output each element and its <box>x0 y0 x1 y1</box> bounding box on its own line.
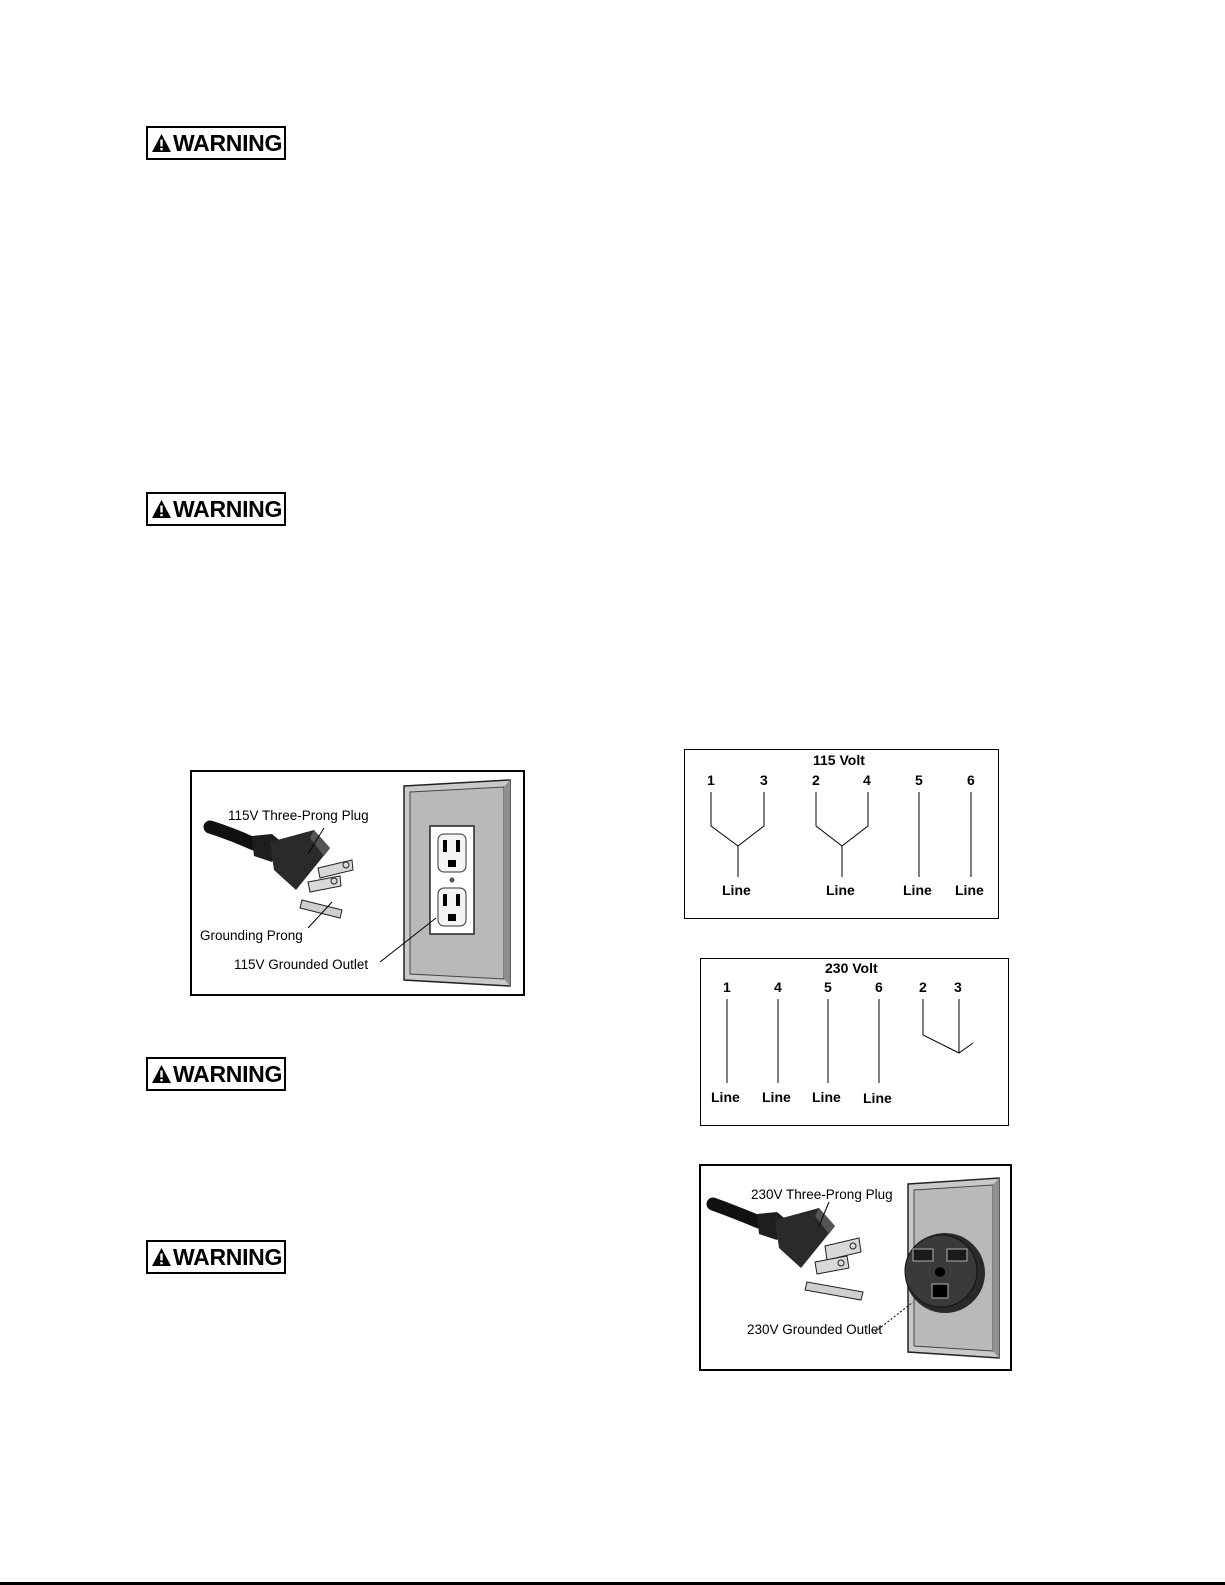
wiring-230v-lines <box>727 999 973 1083</box>
wiring-diagram-115v <box>684 749 999 919</box>
terminal-1: 1 <box>707 772 715 788</box>
line-label-a: Line <box>722 882 751 898</box>
warning-label-2 <box>146 492 286 526</box>
wiring-115v-title: 115 Volt <box>813 752 865 768</box>
warning-triangle-icon <box>151 1247 172 1267</box>
figure-115v-plug-outlet <box>190 770 525 996</box>
wiring-230v-title: 230 Volt <box>825 960 878 976</box>
outlet-115v-label: 115V Grounded Outlet <box>234 957 369 972</box>
terminal-3: 3 <box>954 979 962 995</box>
terminal-4: 4 <box>863 772 871 788</box>
plug-230v-label: 230V Three-Prong Plug <box>751 1187 893 1202</box>
line-label-b: Line <box>762 1089 791 1105</box>
warning-triangle-icon <box>151 1064 172 1084</box>
terminal-3: 3 <box>760 772 768 788</box>
plug-115v-label: 115V Three-Prong Plug <box>228 808 369 823</box>
warning-label-3 <box>146 1057 286 1091</box>
terminal-2: 2 <box>812 772 820 788</box>
terminal-4: 4 <box>774 979 782 995</box>
outlet-230v-label: 230V Grounded Outlet <box>747 1322 883 1337</box>
warning-label-4 <box>146 1240 286 1274</box>
grounding-prong-label: Grounding Prong <box>200 928 303 943</box>
terminal-6: 6 <box>875 979 883 995</box>
line-label-a: Line <box>711 1089 740 1105</box>
wiring-115v-lines <box>711 792 971 877</box>
warning-triangle-icon <box>151 499 172 519</box>
line-label-c: Line <box>903 882 932 898</box>
warning-text: WARNING <box>173 129 283 156</box>
terminal-2: 2 <box>919 979 927 995</box>
line-label-c: Line <box>812 1089 841 1105</box>
terminal-6: 6 <box>967 772 975 788</box>
figure-230v-plug-outlet <box>699 1164 1012 1371</box>
terminal-5: 5 <box>915 772 923 788</box>
wiring-diagram-230v <box>700 958 1009 1126</box>
terminal-5: 5 <box>824 979 832 995</box>
warning-text: WARNING <box>173 1243 283 1270</box>
warning-label-1 <box>146 126 286 160</box>
outlet-115v-icon <box>430 826 474 934</box>
line-label-d: Line <box>955 882 984 898</box>
plug-115v-icon <box>210 827 353 918</box>
warning-text: WARNING <box>173 495 283 522</box>
warning-triangle-icon <box>151 133 172 153</box>
warning-text: WARNING <box>173 1060 283 1087</box>
terminal-1: 1 <box>723 979 731 995</box>
line-label-d: Line <box>863 1090 892 1106</box>
outlet-230v-icon <box>905 1233 985 1313</box>
plug-230v-icon <box>713 1204 863 1300</box>
line-label-b: Line <box>826 882 855 898</box>
